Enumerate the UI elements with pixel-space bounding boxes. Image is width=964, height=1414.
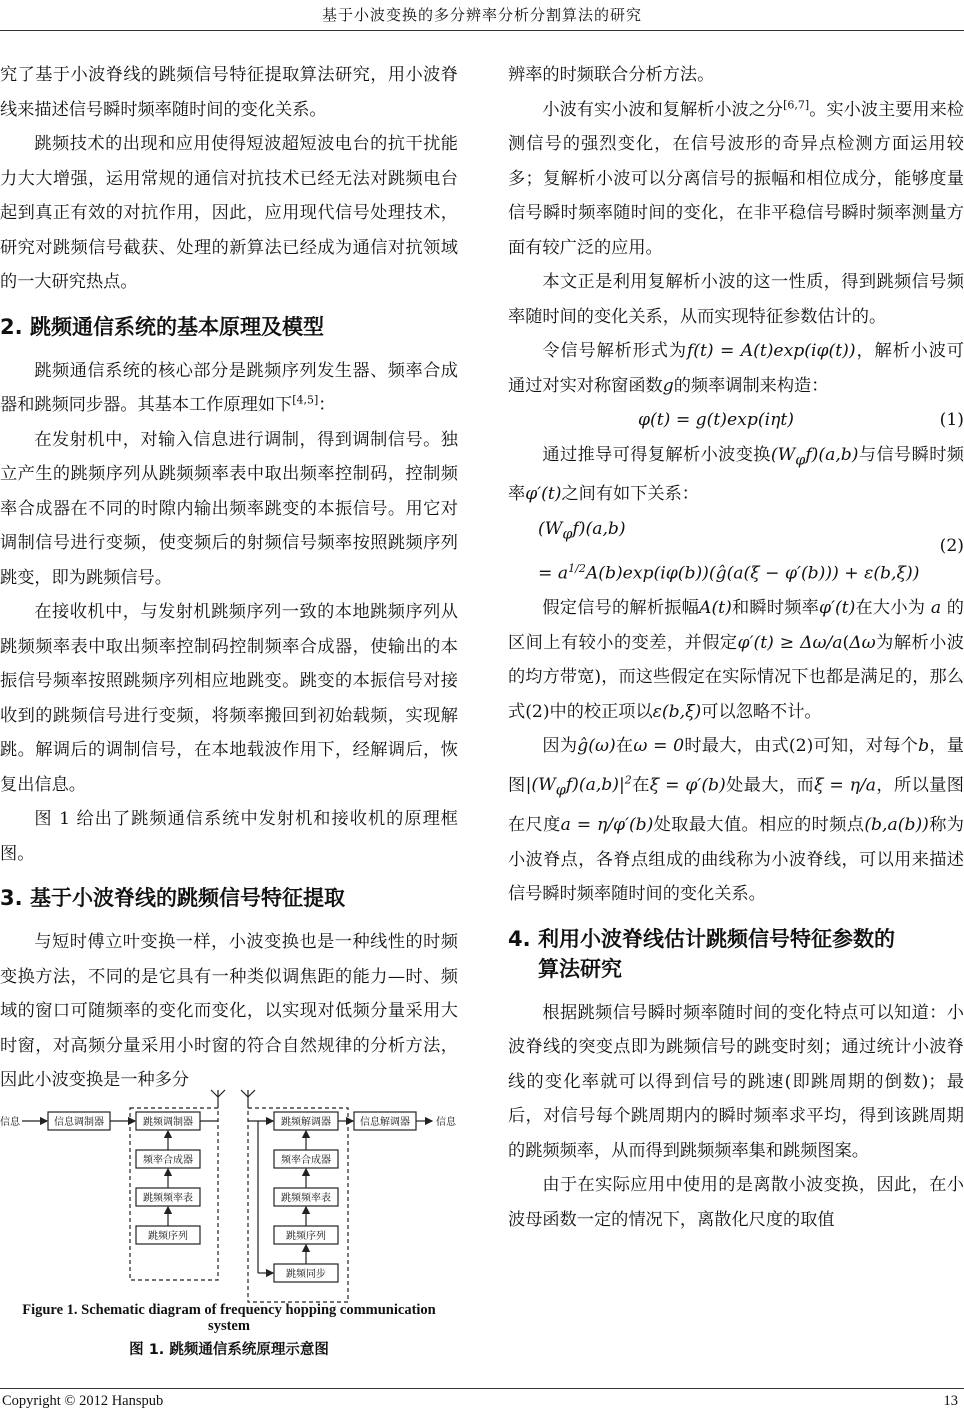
equation-line [508,552,964,591]
math-sub: φ [795,451,806,468]
inline-math: b [918,736,930,757]
text: 之间有如下关系： [561,484,699,505]
math-part: |(W [525,775,556,796]
page-number: 13 [943,1393,958,1409]
right-column [508,58,964,1237]
inline-math: g [662,375,674,396]
text: 与信号瞬时频率 [508,444,964,505]
math-sup: 1/2 [568,561,586,575]
rx-synth-label: 频率合成器 [281,1155,331,1166]
text: 可以忽略不计。 [701,701,822,722]
inline-math: ω = 0 [633,736,685,757]
text: 假定信号的解析振幅 [542,598,700,619]
input-label: 信息 [0,1117,20,1128]
inline-math: ĝ(ω) [577,736,616,757]
math-part: (W [770,444,796,465]
text: ，解析小波可通过对实对称窗函数 [508,341,964,396]
math-part: = a [538,563,569,584]
block-diagram [0,1086,458,1304]
text: 通过推导可得复解析小波变换 [542,444,771,465]
inline-math: ξ = φ′(b) [649,775,726,796]
inline-math: ξ = η/a [814,775,877,796]
text: 和瞬时频率 [731,598,820,619]
paragraph [0,354,458,423]
text: 小波有实小波和复解析小波之分 [542,99,784,120]
tx-table-label: 跳频频率表 [143,1193,193,1204]
section-title: 利用小波脊线估计跳频信号特征参数的 [538,926,895,951]
paragraph: 根据跳频信号瞬时频率随时间的变化特点可以知道：小波脊线的突变点即为跳频信号的跳变时刻；通过统计小波脊线的变化率就可以得到信号的跳速(即跳周期的倒数)；最后，对信号每个跳周期内的瞬时频率求平均，得到该跳周期的跳频频率，从而得到跳频频率集和跳频图案。 [508,1002,964,1161]
text: 称为小波脊点，各脊点组成的曲线称为小波脊线，可以用来描述信号瞬时频率随时间的变化关系。 [508,815,964,905]
text: 在 [631,775,650,796]
left-column [0,58,458,1098]
rx-sync-label: 跳频同步 [286,1269,326,1280]
equation-number: (1) [939,410,964,430]
math-part: f)(a,b)| [565,775,625,796]
inline-math: (b,a(b)) [864,815,929,836]
paragraph: 图 1 给出了跳频通信系统中发射机和接收机的原理框图。 [0,809,458,864]
text: ，量图 [508,736,964,796]
text: 处最大，而 [725,775,815,796]
tx-synth-label: 频率合成器 [143,1155,193,1166]
figure-caption-en: Figure 1. Schematic diagram of frequency hopping communication system [22,1302,436,1334]
section-title: 基于小波脊线的跳频信号特征提取 [30,886,345,910]
section-title: 跳频通信系统的基本原理及模型 [30,314,324,339]
math-part: (W [538,518,563,539]
paragraph: 本文正是利用复解析小波的这一性质，得到跳频信号频率随时间的变化关系，从而实现特征参数估计的。 [508,272,964,327]
rx-table-label: 跳频频率表 [281,1193,331,1204]
paragraph: 与短时傅立叶变换一样，小波变换也是一种线性的时频变换方法，不同的是它具有一种类似调焦距的能力—时、频域的窗口可随频率的变化而变化，以实现对低频分量采用大时窗，对高频分量采用小时窗的符合自然规律的分析方法，因此小波变换是一种多分 [0,932,458,1090]
inline-math [525,773,632,799]
text: ( [842,632,850,653]
section-heading-2 [0,312,458,342]
rx-seq-label: 跳频序列 [286,1231,326,1242]
rx-demod-label: 跳频解调器 [281,1117,331,1128]
figure-1 [0,1086,458,1304]
text: 令信号解析形式为 [542,341,687,361]
paragraph [508,729,964,912]
math-part: f)(a,b) [805,444,859,465]
footer-rule [0,1388,964,1389]
equation-2 [508,512,964,591]
inline-math: A(t) [699,598,732,619]
paragraph [508,334,964,403]
text: 在大小为 [855,598,926,619]
text: 时最大，由式(2)可知，对每个 [684,736,919,757]
text: 。实小波主要用来检测信号的强烈变化，在信号波形的奇异点检测方面运用较多；复解析小波可以分离信号的振幅和相位成分，能够度量信号瞬时频率随时间的变化，在非平稳信号瞬时频率测量方面有较广泛的应用。 [508,99,964,258]
equation-number: (2) [939,535,964,556]
tx-fh-mod-label: 跳频调制器 [143,1117,193,1128]
text: 处取最大值。相应的时频点 [653,815,865,836]
inline-math: f(t) = A(t)exp(iφ(t)) [686,341,856,361]
inline-math: ε(b,ξ) [652,701,702,722]
equation-body: φ(t) = g(t)exp(iηt) [638,410,794,430]
text: 跳频通信系统的核心部分是跳频序列发生器、频率合成器和跳频同步器。其基本工作原理如下 [0,360,458,415]
inline-math: φ′(t) ≥ Δω/a [737,632,843,653]
paragraph [508,591,964,729]
running-header: 基于小波变换的多分辨率分析分割算法的研究 [321,6,642,24]
citation: [6,7] [783,97,810,111]
text: 因为 [542,736,578,757]
inline-math: φ′(t) [819,598,856,619]
math-part: A(b)exp(iφ(b))(ĝ(a(ξ − φ′(b))) + ε(b,ξ)) [585,563,920,584]
text: 为解析小波的均方带宽)，而这些假定在实际情况下也都是满足的，那么式(2)中的校正项以 [508,632,964,722]
paragraph: 跳频技术的出现和应用使得短波超短波电台的抗干扰能力大大增强，运用常规的通信对抗技术已经无法对跳频电台起到真正有效的对抗作用，因此，应用现代信号处理技术，研究对跳频信号截获、处理的新算法已经成为通信对抗领域的一大研究热点。 [0,134,458,292]
inline-math: φ′(t) [525,484,562,505]
paragraph: 在接收机中，与发射机跳频序列一致的本地跳频序列从跳频频率表中取出频率控制码控制频率合成器，使输出的本振信号频率按照跳频序列相应地跳变。跳变的本振信号对接收到的跳频信号进行变频，将频率搬回到初始载频，实现解跳。解调后的调制信号，在本地载波作用下，经解调后，恢复出信息。 [0,602,458,795]
paragraph: 由于在实际应用中使用的是离散小波变换，因此，在小波母函数一定的情况下，离散化尺度的取值 [508,1175,964,1230]
equation-line [508,512,964,552]
section-number: 4. [508,926,531,951]
rx-info-demod-label: 信息解调器 [360,1117,410,1128]
paragraph [508,438,964,512]
text: ： [318,395,336,415]
text: 的区间上有较小的变差，并假定 [508,598,964,653]
text: ，所以量图在尺度 [508,775,964,836]
math-sup: 2 [624,773,632,787]
math-sub: φ [562,526,573,543]
citation: [4,5] [292,393,319,407]
inline-math [770,444,859,468]
output-label: 信息 [436,1117,456,1128]
inline-math: a [930,598,942,619]
paragraph: 辨率的时频联合分析方法。 [508,65,715,85]
copyright: Copyright © 2012 Hanspub [2,1393,164,1409]
section-heading-3 [0,883,458,913]
tx-mod-label: 信息调制器 [54,1117,104,1128]
math-part: f)(a,b) [572,518,626,539]
inline-math: a = η/φ′(b) [560,815,654,836]
paragraph: 究了基于小波脊线的跳频信号特征提取算法研究，用小波脊线来描述信号瞬时频率随时间的变化关系。 [0,65,458,120]
equation-1 [508,403,964,438]
text: 在 [615,736,634,757]
text: 的频率调制来构造： [673,375,829,396]
section-number: 3. [0,886,23,910]
section-heading-4 [508,924,964,984]
math-sub: φ [555,782,566,799]
section-number: 2. [0,314,23,339]
paragraph: 在发射机中，对输入信息进行调制，得到调制信号。独立产生的跳频序列从跳频频率表中取出频率控制码，控制频率合成器在不同的时隙内输出频率跳变的本振信号。用它对调制信号进行变频，使变频后的射频信号频率按照跳频序列跳变，即为跳频信号。 [0,429,458,588]
inline-math: Δω [849,632,876,653]
tx-seq-label: 跳频序列 [148,1231,188,1242]
paragraph [508,93,964,266]
figure-caption-zh: 图 1. 跳频通信系统原理示意图 [129,1342,329,1358]
section-title-cont: 算法研究 [538,956,622,981]
header-rule [0,30,964,31]
